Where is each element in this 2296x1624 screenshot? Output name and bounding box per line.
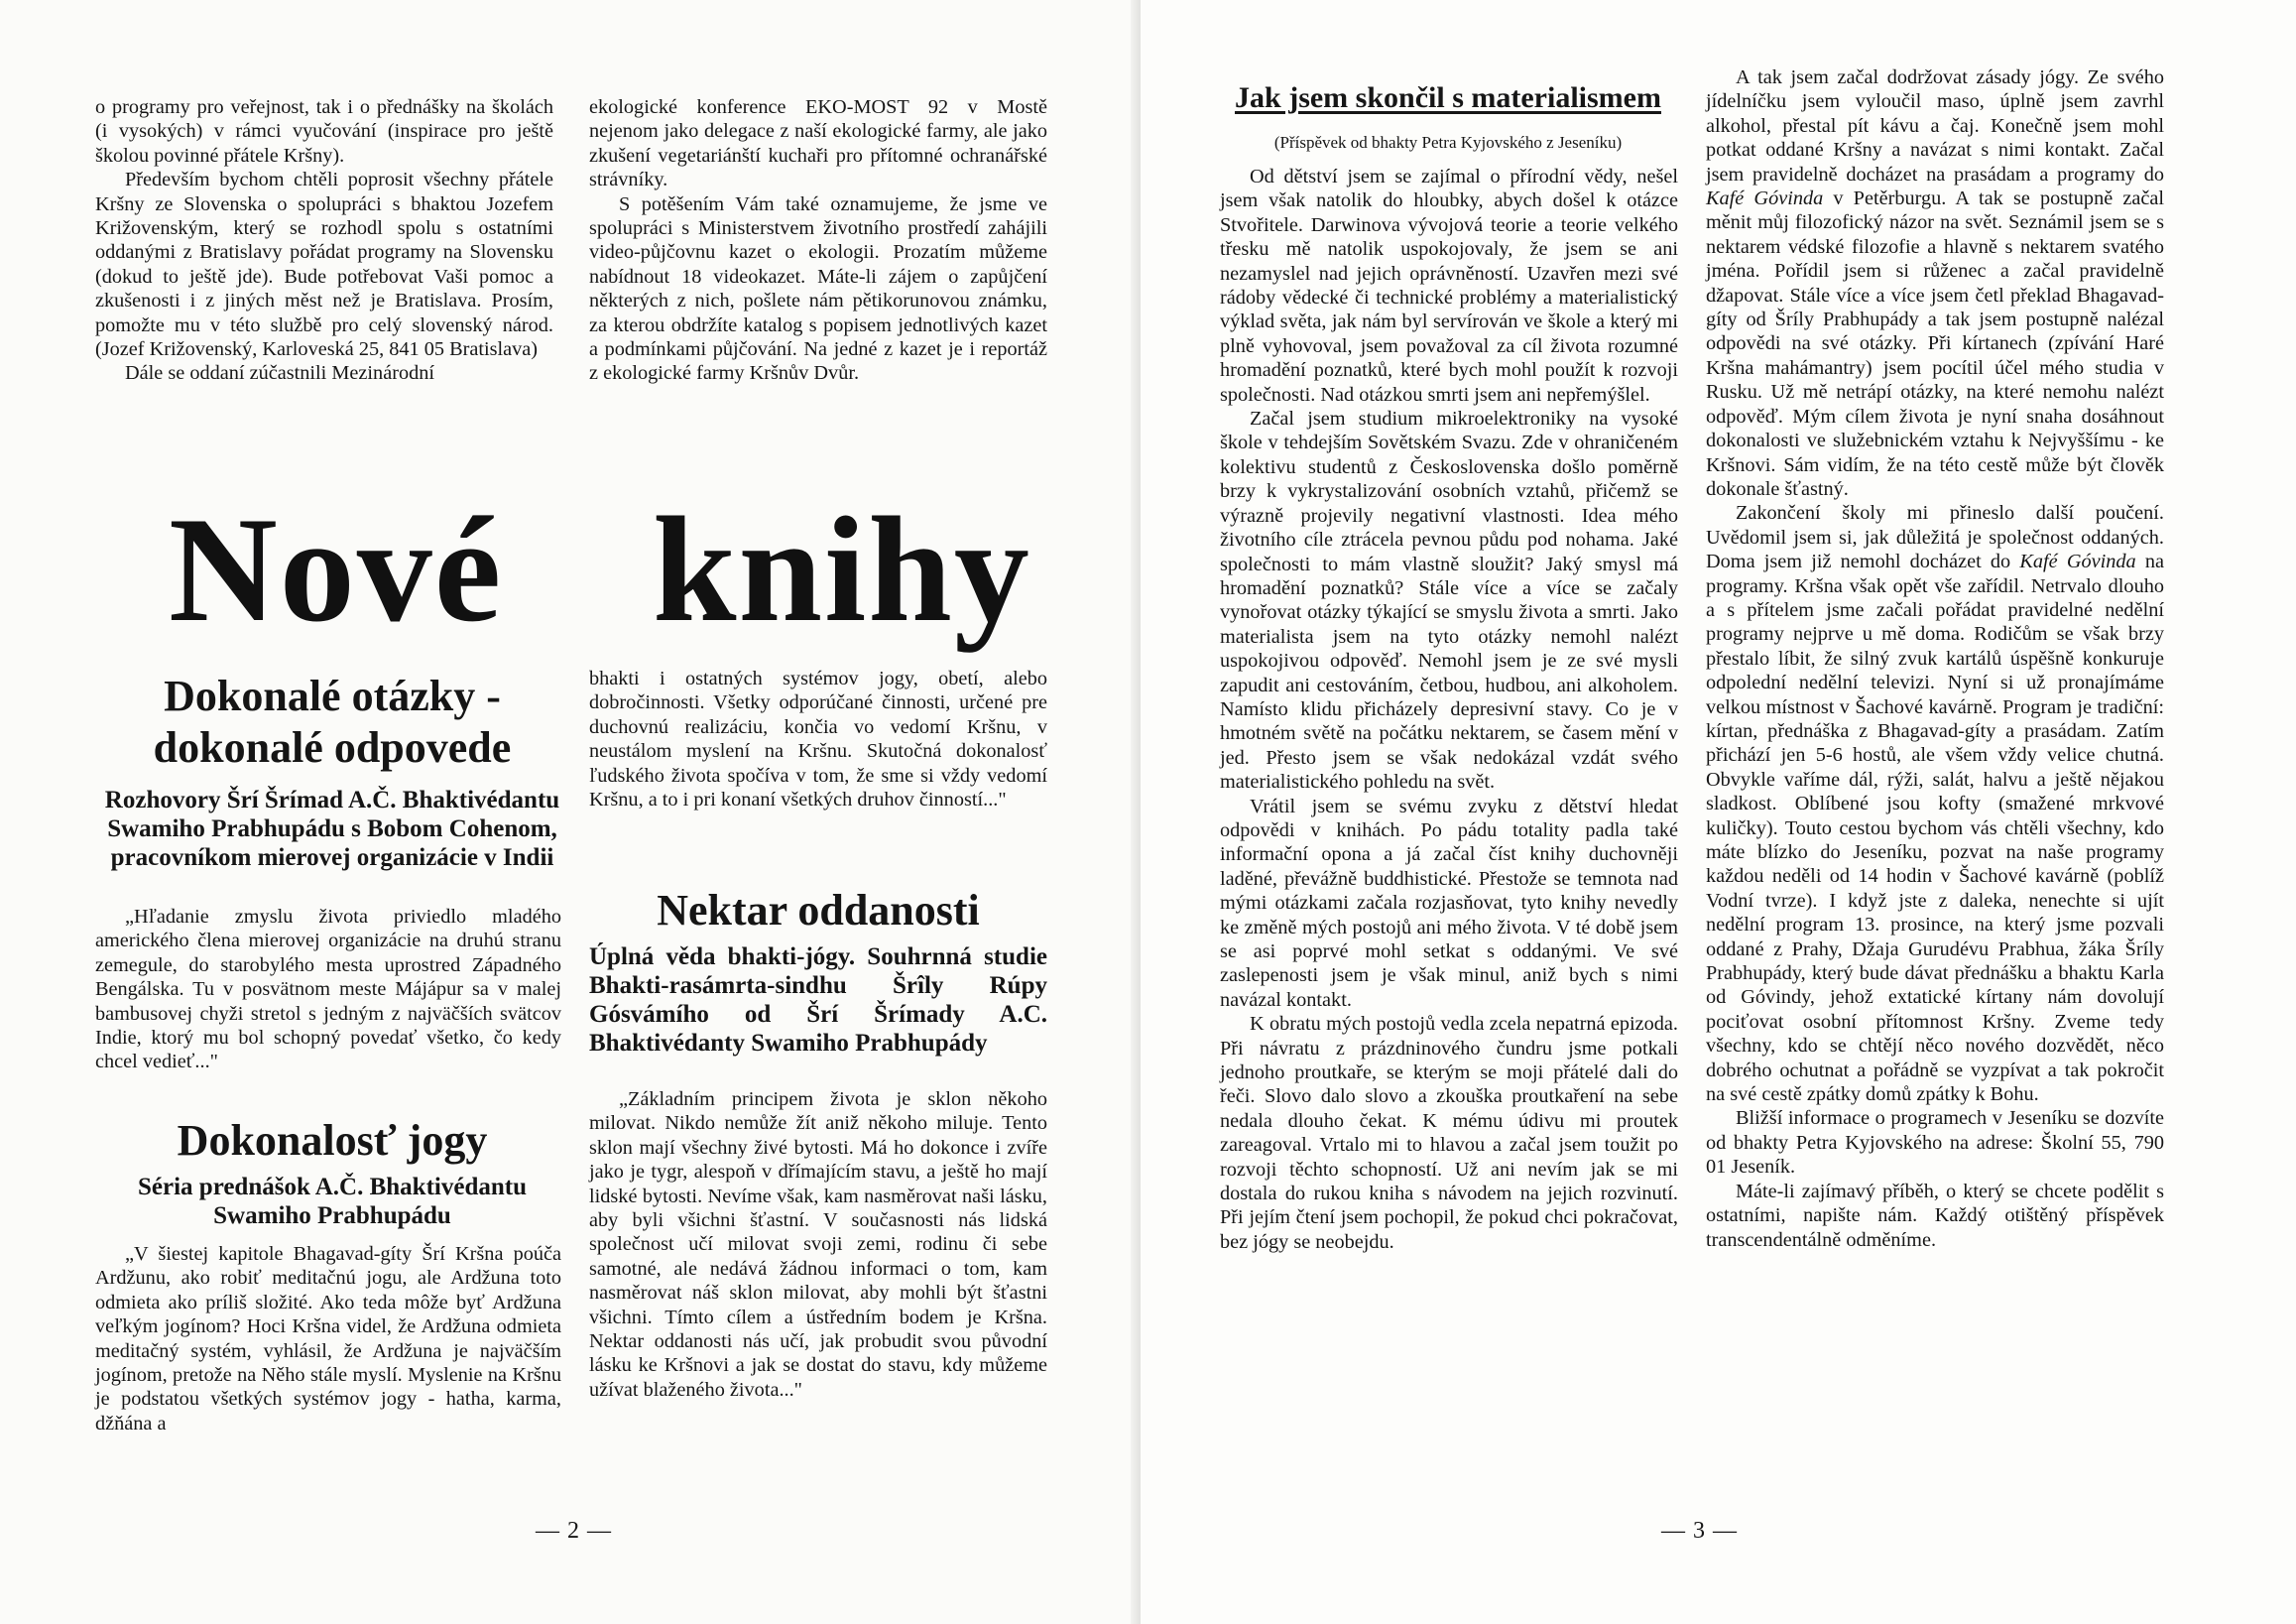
book-title: Dokonalosť jogy <box>177 1116 488 1165</box>
article-paragraph: Vrátil jsem se svému zvyku z dětství hledat odpovědi v knihách. Po pádu totality padla také informační opona a já začal číst knihy duchovněji laděné, převážně buddhistické. Přestože se temnota nad mými otázkami začala rozjasňovat, tyto knihy nevedly ke změně mých postojů ani mého života. V té době jsem se asi poprvé mohl setkat s oddanými. Ve své zaslepenosti jsem je však minul, aniž bych s nimi navázal kontakt. <box>1220 795 1678 1011</box>
section-banner-word-2: knihy <box>653 486 1031 653</box>
intro-paragraph: Především bychom chtěli poprosit všechny přátele Kršny ze Slovenska o spolupráci s bhaktou Jozefem Križovenským, který se rozhodl spolu s ostatními oddanými z Bratislavy pořádat programy na Slovensku (dokud to ještě jde). Bude potřebovat Vaši pomoc a zkušenosti i z jiných měst než je Bratislava. Prosím, pomožte mu v této službě pro celý slovenský národ. (Jozef Križovenský, Karloveská 25, 841 05 Bratislava) <box>95 169 553 361</box>
article-paragraph: Od dětství jsem se zajímal o přírodní vědy, nešel jsem však natolik do hloubky, abych došel k otázce Stvořitele. Darwinova vývojová teorie a teorie velkého třesku mě natolik uspokojovaly, že jsem se ani nezamyslel nad jejich oprávněností. Uzavřen mezi své rádoby vědecké či technické problémy a materialistický výklad světa, jak nám byl servírován ve škole a který mi plně vyhovoval, jsem považoval za cíl života rozumné hromadění poznatků, které bych mohl použít k rozvoji společnosti. Nad otázkou smrti jsem ani nepřemýšlel. <box>1220 166 1678 406</box>
article-paragraph <box>1706 65 2164 501</box>
article-paragraph: Bližší informace o programech v Jeseníku se dozvíte od bhakty Petra Kyjovského na adrese: Školní 55, 790 01 Jeseník. <box>1706 1107 2164 1179</box>
book-description <box>589 1087 1047 1402</box>
book-quote: „V šiestej kapitole Bhagavad-gíty Šrí Kršna poúča Ardžunu, ako robiť meditačnú jogu, ale Ardžuna toto odmieta ako príliš složité. Ako teda môže byť Ardžuna veľkým jogínom? Hoci Kršna videl, že Ardžuna odmieta meditačný systém, vyhlásil, že Ardžuna je najväčším jogínom, pretože na Něho stále myslí. Myslenie na Kršnu je podstatou všetkých systémov jogy - hatha, karma, džňána a <box>95 1243 561 1435</box>
cafe-name: Kafé Góvinda <box>2019 551 2136 573</box>
article-paragraph: K obratu mých postojů vedla zcela nepatrná epizoda. Při návratu z prázdninového čundru jsme potkali jednoho proutkaře, se kterým se moji přátelé dali do řeči. Slovo dalo slovo a zkouška proutkaření na sebe nedala dlouho čekat. K mému údivu mi proutek zareagoval. Vrtalo mi to hlavou a začal jsem toužit po rozvoji těchto schopností. Už ani nevím jak se mi dostala do rukou kniha s návodem na jejich rozvinutí. Při jejím čtení jsem pochopil, že pokud chci pokračovat, bez jógy se neobejdu. <box>1220 1013 1678 1253</box>
section-banner-word-1: Nové <box>169 486 504 653</box>
text-run: A tak jsem začal dodržovat zásady jógy. Ze svého jídelníčku jsem vyloučil maso, úplně jsem zavrhl alkohol, přestal pít kávu a čaj. Konečně jsem mohl potkat oddané Kršny a navázat s nimi kontakt. Začal jsem pravidelně docházet na prasádam a programy do <box>1706 66 2164 186</box>
book-description-continued <box>589 667 1047 812</box>
text-run: v Petěrburgu. A tak se postupně začal měnit můj filozofický názor na svět. Seznámil jsem se s nektarem védské filozofie a hlavně s nektarem svatého jména. Pořídil jsem si růženec a začal pravidelně džapovat. Stále více a více jsem četl překlad Bhagavad-gíty od Šríly Prabhupády a tak jsem postupně nalézal odpovědi na své otázky. Při kírtanech (zpívání Haré Kršna mahámantry) jsem pocítil účel mého studia v Rusku. Už mě netrápí otázky, na které nemohu nalézt odpověď. Mým cílem života je nyní snaha dosáhnout dokonalosti ve služebnickém vztahu k Nejvyššímu - ke Kršnovi. Sám vidím, že na této cestě může být člověk dokonale šťastný. <box>1706 187 2164 500</box>
book-description <box>95 1242 561 1436</box>
text-run: Zakončení školy mi přineslo další poučení. Uvědomil jsem si, jak důležitá je společnost oddaných. Doma jsem již nemohl docházet do <box>1706 502 2164 573</box>
article-title: Jak jsem skončil s materialismem <box>1235 81 1661 114</box>
intro-column-1 <box>95 95 553 386</box>
intro-paragraph: ekologické konference EKO-MOST 92 v Mostě nejenom jako delegace z naší ekologické farmy, ale jako zkušení vegetariánští kuchaři pro přítomné ochranářské strávníky. <box>589 96 1047 191</box>
book-title: Dokonalé otázky - dokonalé odpovede <box>153 672 512 772</box>
page-number: — 2 — <box>536 1518 612 1544</box>
cafe-name: Kafé Góvinda <box>1706 187 1824 210</box>
page-number: — 3 — <box>1661 1518 1738 1544</box>
book-quote: „Základním principem života je sklon někoho milovat. Nikdo nemůže žít aniž někoho miluje. Tento sklon mají všechny živé bytosti. Má ho dokonce i zvíře jako je tygr, alespoň v dřímajícím stavu, a ještě ho mají lidské bytosti. Nevíme však, kam nasměrovat naši lásku, aby byli všichni šťastní. V současnosti nás lidská společnost učí milovat svoji zemi, rodinu či sebe samotné, ale nedává žádnou informaci o tom, kam nasměrovat náš sklon milovat, aby mohli být šťastni všichni. Tímto cílem a ústředním bodem je Kršna. Nektar oddanosti nás učí, jak probudit svou původní lásku ke Kršnovi a jak se dostat do stavu, kdy můžeme užívat blaženého života..." <box>589 1088 1047 1401</box>
article-paragraph: Máte-li zajímavý příběh, o který se chcete podělit s ostatními, napište nám. Každý otištěný příspěvek transcendentálně odměníme. <box>1706 1180 2164 1251</box>
intro-paragraph: S potěšením Vám také oznamujeme, že jsme ve spolupráci s Ministerstvem životního prostředí zahájili video-půjčovnu kazet o ekologii. Prozatím můžeme nabídnout 18 videokazet. Máte-li zájem o zapůjčení některých z nich, pošlete nám pětikorunovou známku, za kterou obdržíte katalog s popisem jednotlivých kazet a podmínkami půjčování. Na jedné z kazet je i reportáž z ekologické farmy Kršnův Dvůr. <box>589 192 1047 385</box>
article-column-2 <box>1706 65 2164 1252</box>
book-subtitle: Rozhovory Šrí Šrímad A.Č. Bhaktivédantu Swamiho Prabhupádu s Bobom Cohenom, pracovníkom mierovej organizácie v Indii <box>104 787 560 871</box>
article-byline: (Příspěvek od bhakty Petra Kyjovského z Jeseníku) <box>1273 133 1623 152</box>
book-title: Nektar oddanosti <box>657 886 980 935</box>
book-description <box>95 905 561 1074</box>
intro-column-2 <box>589 95 1047 386</box>
article-paragraph <box>1706 501 2164 1106</box>
intro-paragraph: o programy pro veřejnost, tak i o přednášky na školách (i vysokých) v rámci vyučování (inspirace pro ještě školou povinné přátele Kršny). <box>95 96 553 167</box>
left-page <box>0 0 1141 1624</box>
book-quote: „Hľadanie zmyslu života priviedlo mladého amerického člena mierovej organizácie na druhú stranu zemegule, do starobylého mesta uprostred Západného Bengálska. Tu v posvätnom meste Májápur sa v malej bambusovej chyži stretol s jedným z najväčších svätcov Indie, ktorý mu bol schopný povedať všetko, čo kedy chcel vedieť..." <box>95 906 561 1073</box>
book-subtitle: Úplná věda bhakti-jógy. Souhrnná studie Bhakti-rasámrta-sindhu Šrîly Rúpy Gósvámího od Šrí Šrímady A.C. Bhaktivédanty Swamiho Prabhupády <box>589 943 1047 1057</box>
article-paragraph: Začal jsem studium mikroelektroniky na vysoké škole v tehdejším Sovětském Svazu. Zde v ohraničeném kolektivu studentů z Československa došlo poměrně brzy k vykrystalizování osobních vztahů, přičemž se výrazně projevily negativní vlastnosti. Idea mého životního cíle ztrácela pevnou půdu pod nohama. Jaké společnosti to mám vlastně sloužit? Jaký smysl má hromadění poznatků? Stále více a více se začaly vynořovat otázky týkající se smyslu života a smrti. Jako materialista jsem na tyto otázky nemohl nalézt uspokojivou odpověď. Nemohl jsem je ze své mysli zapudit ani cestováním, četbou, hudbou, ani alkoholem. Namísto klidu přicházely depresivní stavy. Co je v hmotném světě na počátku nektarem, se časem mění v jed. Přesto jsem se však nedokázal vzdát svého materialistického pohledu na svět. <box>1220 408 1678 794</box>
right-page <box>1141 0 2296 1624</box>
article-column-1 <box>1220 165 1678 1254</box>
intro-paragraph: Dále se oddaní zúčastnili Mezinárodní <box>125 362 435 385</box>
text-run: na programy. Kršna však opět vše zařídil. Netrvalo dlouho a s přítelem jsme začali pořádat pravidelné nedělní programy nejprve u mě doma. Rodičům se však brzy přestalo líbit, že silný zvuk kartálů úspěšně konkuruje odpolední nedělní televizi. Nyní si už pronajímáme velkou místnost v Šachové kavárně. Program je tradiční: kírtan, přednáška z Bhagavad-gíty a prasádam. Zatím přichází jen 5-6 hostů, ale všem vždy velice chutná. Obvykle vaříme dál, rýži, salát, halvu a ještě nějakou sladkost. Oblíbené jsou kofty (smažené mrkvové kuličky). Touto cestou bychom vás chtěli všechny, kdo máte blízko do Jeseníku, pozvat na naše programy každou neděli od 14 hodin v Šachové kavárně (poblíž Vodní tvrze). I když jste z daleka, nenechte si ujít nedělní program 13. prosince, na který jsme pozvali oddané z Prahy, Džaja Gurudévu Prabhua, žáka Šríly Prabhupády, který bude dávat přednášku a bhaktu Karla od Góvindy, jehož extatické kírtany nám dovolují pociťovat osobní přítomnost Kršny. Zveme tedy všechny, kdo se chtějí něco nového dozvědět, něco dobrého ochutnat a pořádně se vyzpívat a tak pokročit na své cestě zpátky domů zpátky k Bohu. <box>1706 551 2164 1106</box>
book-quote: bhakti i ostatných systémov jogy, obetí, alebo dobročinnosti. Všetky odporúčané činnosti, určené pre duchovnú realizáciu, končia vo vedomí Kršnu, v neustálom myslení na Kršnu. Skutočná dokonalosť ľudského života spočíva v tom, že sme si vždy vedomí Kršnu, a to i pri konaní všetkých druhov činností..." <box>589 668 1047 812</box>
book-subtitle: Séria prednášok A.Č. Bhaktivédantu Swamiho Prabhupádu <box>138 1174 527 1229</box>
